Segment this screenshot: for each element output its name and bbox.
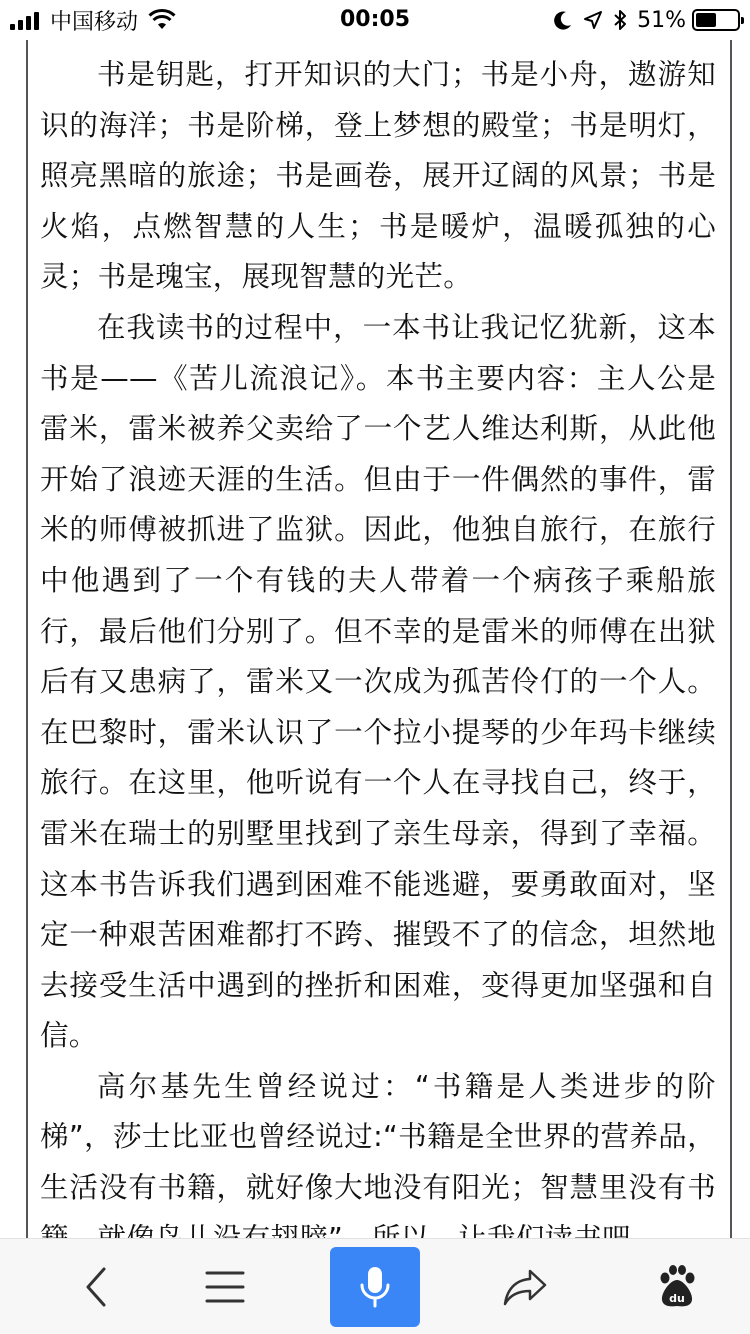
baidu-button[interactable] bbox=[632, 1249, 722, 1325]
status-time: 00:05 bbox=[339, 7, 411, 32]
share-button[interactable] bbox=[480, 1249, 570, 1325]
back-icon bbox=[82, 1267, 112, 1307]
baidu-paw-icon bbox=[655, 1265, 699, 1309]
battery-percent: 51% bbox=[637, 7, 686, 33]
share-icon bbox=[502, 1267, 548, 1307]
microphone-icon bbox=[358, 1265, 392, 1309]
battery-icon bbox=[692, 9, 740, 31]
menu-icon bbox=[205, 1270, 245, 1304]
location-icon bbox=[583, 10, 603, 30]
status-left bbox=[10, 0, 176, 40]
status-right bbox=[543, 0, 740, 40]
signal-icon bbox=[10, 10, 42, 30]
carrier-name: 中国移动 bbox=[50, 9, 139, 35]
status-bar bbox=[0, 0, 750, 40]
menu-button[interactable] bbox=[180, 1249, 270, 1325]
battery-fill bbox=[696, 13, 716, 27]
article-container[interactable] bbox=[26, 40, 732, 1238]
voice-search-button[interactable] bbox=[330, 1247, 420, 1327]
paragraph: 在我读书的过程中，一本书让我记忆犹新，这本书是——《苦儿流浪记》。本书主要内容：主人公是雷米，雷米被养父卖给了一个艺人维达利斯，从此他开始了浪迹天涯的生活。但由于一件偶然的事件，雷米的师傅被抓进了监狱。因此，他独自旅行，在旅行中他遇到了一个有钱的夫人带着一个病孩子乘船旅行，最后他们分别了。但不幸的是雷米的师傅在出狱后有又患病了，雷米又一次成为孤苦伶仃的一个人。在巴黎时，雷米认识了一个拉小提琴的少年玛卡继续旅行。在这里，他听说有一个人在寻找自己，终于，雷米在瑞士的别墅里找到了亲生母亲，得到了幸福。这本书告诉我们遇到困难不能逃避，要勇敢面对，坚定一种艰苦困难都打不跨、摧毁不了的信念，坦然地去接受生活中遇到的挫折和困难，变得更加坚强和自信。 bbox=[40, 310, 716, 1053]
paragraph: 书是钥匙，打开知识的大门；书是小舟，遨游知识的海洋；书是阶梯，登上梦想的殿堂；书是明灯，照亮黑暗的旅途；书是画卷，展开辽阔的风景；书是火焰，点燃智慧的人生；书是暖炉，温暖孤独的心灵；书是瑰宝，展现智慧的光芒。 bbox=[40, 58, 716, 294]
baidu-logo-text: du bbox=[669, 1292, 685, 1305]
paragraph: 高尔基先生曾经说过：“书籍是人类进步的阶梯”，莎士比亚也曾经说过:“书籍是全世界的营养品，生活没有书籍，就好像大地没有阳光；智慧里没有书 bbox=[40, 1069, 716, 1205]
back-button[interactable] bbox=[52, 1249, 142, 1325]
bottom-toolbar bbox=[0, 1238, 750, 1334]
bluetooth-icon bbox=[613, 9, 627, 31]
moon-icon bbox=[553, 10, 573, 30]
wifi-icon bbox=[148, 9, 176, 31]
article-body bbox=[28, 40, 730, 1315]
